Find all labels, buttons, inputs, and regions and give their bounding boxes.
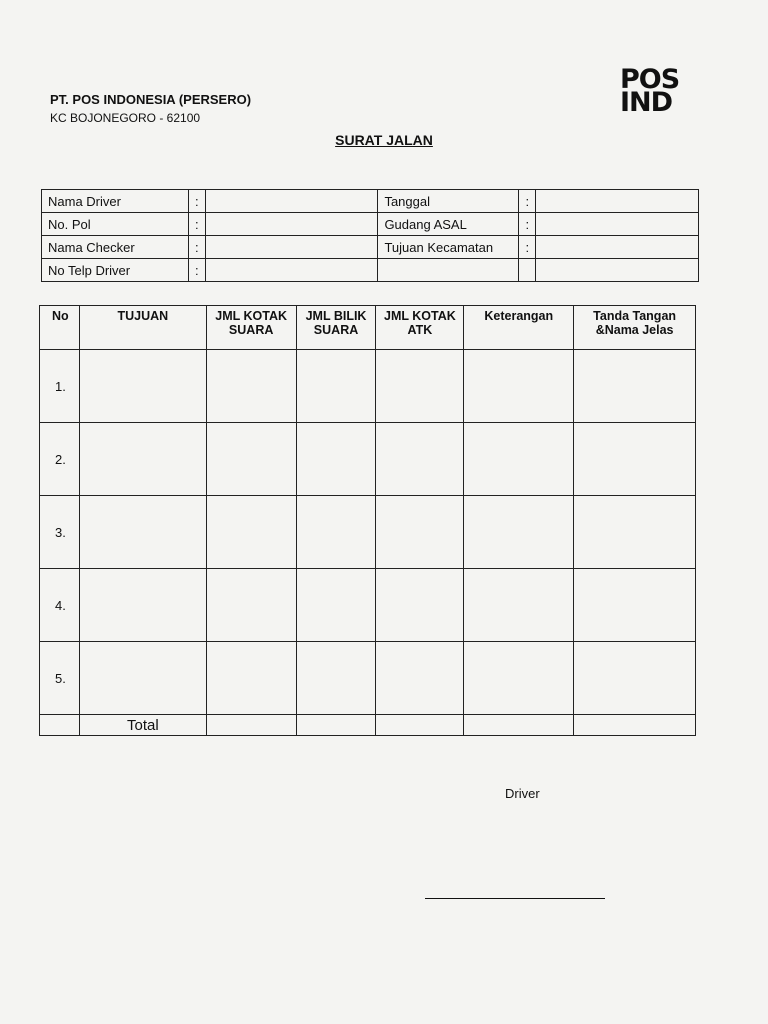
keterangan-cell[interactable]	[464, 569, 574, 642]
tanda-tangan-cell[interactable]	[574, 569, 696, 642]
info-label: Nama Checker	[42, 236, 189, 259]
tujuan-cell[interactable]	[79, 569, 206, 642]
table-header-row	[40, 306, 696, 350]
total-keterangan-cell[interactable]	[464, 715, 574, 736]
colon: :	[519, 190, 536, 213]
total-bilik-suara-cell[interactable]	[296, 715, 376, 736]
empty-cell	[378, 259, 519, 282]
col-header-jml-bilik-suara: JML BILIK SUARA	[296, 306, 376, 350]
tanda-tangan-cell[interactable]	[574, 642, 696, 715]
kotak-atk-cell[interactable]	[376, 496, 464, 569]
colon: :	[188, 190, 205, 213]
col-header-no: No	[40, 306, 80, 350]
info-table	[41, 189, 699, 282]
table-row	[40, 642, 696, 715]
total-row	[40, 715, 696, 736]
tanda-tangan-cell[interactable]	[574, 496, 696, 569]
gudang-asal-field[interactable]	[536, 213, 699, 236]
info-row	[42, 259, 699, 282]
logo-line-2: IND	[620, 87, 673, 118]
kotak-suara-cell[interactable]	[206, 569, 296, 642]
tujuan-cell[interactable]	[79, 350, 206, 423]
driver-signature-label: Driver	[505, 786, 540, 801]
tujuan-cell[interactable]	[79, 423, 206, 496]
items-table	[39, 305, 696, 736]
keterangan-cell[interactable]	[464, 642, 574, 715]
table-row	[40, 569, 696, 642]
kotak-atk-cell[interactable]	[376, 642, 464, 715]
logo-line-1: POS	[620, 64, 680, 95]
bilik-suara-cell[interactable]	[296, 496, 376, 569]
tanda-tangan-cell[interactable]	[574, 423, 696, 496]
row-number: 3.	[40, 496, 80, 569]
info-row	[42, 213, 699, 236]
colon: :	[188, 259, 205, 282]
kotak-atk-cell[interactable]	[376, 350, 464, 423]
bilik-suara-cell[interactable]	[296, 642, 376, 715]
bilik-suara-cell[interactable]	[296, 423, 376, 496]
keterangan-cell[interactable]	[464, 496, 574, 569]
empty-cell	[519, 259, 536, 282]
nama-checker-field[interactable]	[205, 236, 378, 259]
kotak-atk-cell[interactable]	[376, 569, 464, 642]
kotak-suara-cell[interactable]	[206, 496, 296, 569]
tanggal-field[interactable]	[536, 190, 699, 213]
kotak-suara-cell[interactable]	[206, 350, 296, 423]
info-label: Tanggal	[378, 190, 519, 213]
row-number: 1.	[40, 350, 80, 423]
colon: :	[519, 213, 536, 236]
colon: :	[188, 236, 205, 259]
col-header-jml-kotak-suara: JML KOTAK SUARA	[206, 306, 296, 350]
tujuan-kecamatan-field[interactable]	[536, 236, 699, 259]
pos-indonesia-logo	[620, 64, 700, 118]
colon: :	[519, 236, 536, 259]
info-label: No. Pol	[42, 213, 189, 236]
tujuan-cell[interactable]	[79, 496, 206, 569]
info-row	[42, 190, 699, 213]
bilik-suara-cell[interactable]	[296, 350, 376, 423]
row-number: 4.	[40, 569, 80, 642]
keterangan-cell[interactable]	[464, 350, 574, 423]
table-row	[40, 496, 696, 569]
signature-line[interactable]	[425, 898, 605, 899]
col-header-keterangan: Keterangan	[464, 306, 574, 350]
no-telp-driver-field[interactable]	[205, 259, 378, 282]
kotak-atk-cell[interactable]	[376, 423, 464, 496]
total-label: Total	[79, 715, 206, 736]
keterangan-cell[interactable]	[464, 423, 574, 496]
table-row	[40, 423, 696, 496]
total-tanda-tangan-cell[interactable]	[574, 715, 696, 736]
bilik-suara-cell[interactable]	[296, 569, 376, 642]
col-header-tujuan: TUJUAN	[79, 306, 206, 350]
nama-driver-field[interactable]	[205, 190, 378, 213]
kotak-suara-cell[interactable]	[206, 642, 296, 715]
info-label: Tujuan Kecamatan	[378, 236, 519, 259]
info-label: Nama Driver	[42, 190, 189, 213]
tanda-tangan-cell[interactable]	[574, 350, 696, 423]
row-number: 5.	[40, 642, 80, 715]
document-title: SURAT JALAN	[335, 132, 433, 148]
row-number: 2.	[40, 423, 80, 496]
colon: :	[188, 213, 205, 236]
table-row	[40, 350, 696, 423]
empty-cell	[536, 259, 699, 282]
col-header-jml-kotak-atk: JML KOTAK ATK	[376, 306, 464, 350]
kotak-suara-cell[interactable]	[206, 423, 296, 496]
info-row	[42, 236, 699, 259]
branch-office: KC BOJONEGORO - 62100	[50, 111, 201, 125]
company-name: PT. POS INDONESIA (PERSERO)	[50, 92, 252, 107]
col-header-tanda-tangan: Tanda Tangan &Nama Jelas	[574, 306, 696, 350]
no-pol-field[interactable]	[205, 213, 378, 236]
info-label: No Telp Driver	[42, 259, 189, 282]
tujuan-cell[interactable]	[79, 642, 206, 715]
total-kotak-atk-cell[interactable]	[376, 715, 464, 736]
info-label: Gudang ASAL	[378, 213, 519, 236]
empty-cell	[40, 715, 80, 736]
total-kotak-suara-cell[interactable]	[206, 715, 296, 736]
